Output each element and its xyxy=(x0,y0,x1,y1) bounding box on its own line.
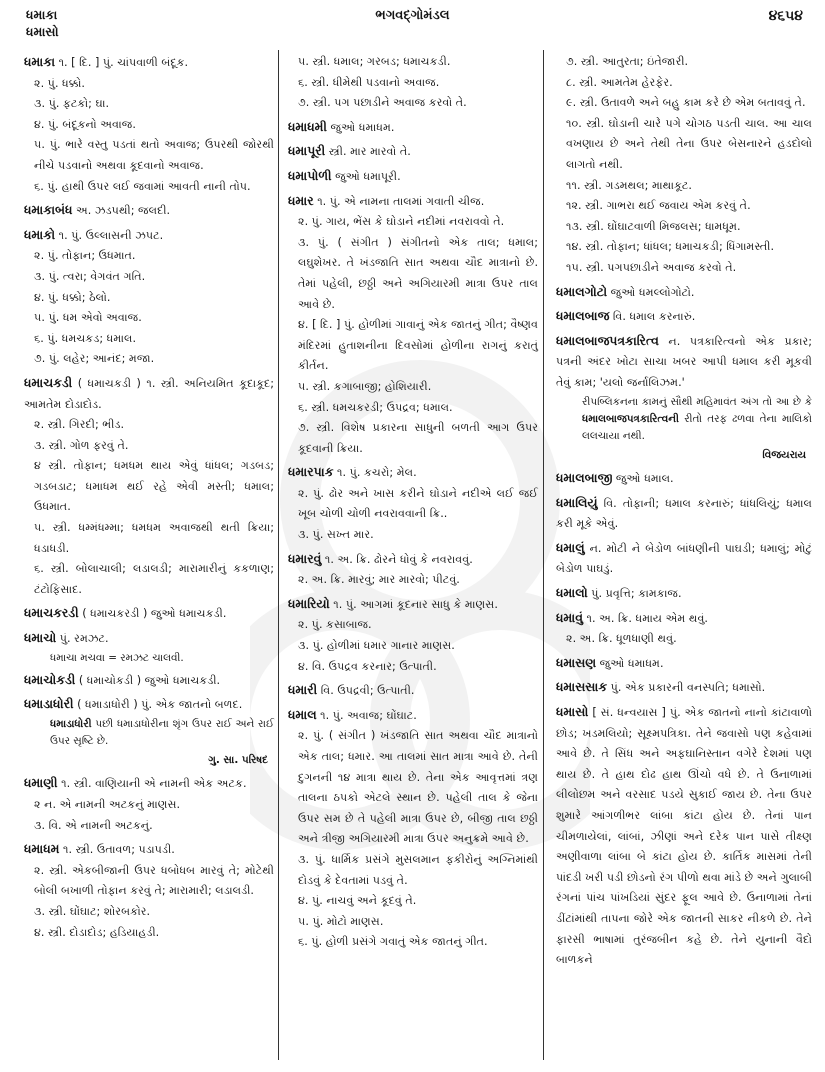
sense-text: ૪. [ દિ. ] પું. હોળીમાં ગાવાનું એક જાતનું ગીત; વૈષ્ણવ મંદિરમાં હુતાશનીના દિવસોમાં હોળીના રાગનું કરાતું કીર્તન. xyxy=(298,318,538,373)
sense-line xyxy=(556,608,812,630)
sense-text: ૨. પું. ( સંગીત ) ખંડજાતિ સાત અથવા ચૌદ માત્રાનો એક તાલ; ધમાર. આ તાલમાં સાત માત્રા આવે છે. તેની દુગનની ૧૪ માત્રા થાય છે. તેના એક આવૃત્તમાં ત્રણ તાલના ઠપકો એટલે સ્થાન છે. પહેલી તાલ કે જેના ઉપર સમ છે તે પહેલી માત્રા ઉપર છે, બીજી તાલ છઠ્ઠી અને ત્રીજી અગિયારમી માત્રા ઉપર અનુક્રમે આવે છે. xyxy=(298,729,538,846)
sense-text: ૩. પું. ત્વરા; વેગવંત ગતિ. xyxy=(34,269,146,283)
sense-line xyxy=(288,117,538,139)
sense-line xyxy=(24,559,274,600)
dictionary-entry xyxy=(288,594,538,677)
page-header xyxy=(0,0,825,48)
guide-word-last: ધમાસો xyxy=(26,24,59,39)
sense-line xyxy=(556,331,812,394)
sense-line xyxy=(288,932,538,953)
sense-text: ૨ ન. એ નામની અટકનું માણસ. xyxy=(34,798,181,811)
dictionary-entry xyxy=(288,549,538,591)
sense-text: ( ધમાચોકડી ) જુઓ ધમાચકડી. xyxy=(78,673,221,687)
sense-text: ૧૨. સ્ત્રી. ગાભરા થઈ જવાય એમ કરવું તે. xyxy=(566,199,751,213)
sense-line xyxy=(288,93,538,114)
dictionary-entry xyxy=(288,705,538,953)
dictionary-entry xyxy=(556,331,812,465)
sense-line xyxy=(24,115,274,136)
dictionary-entry xyxy=(556,677,812,699)
sense-line xyxy=(24,694,274,716)
sense-line xyxy=(288,680,538,702)
sense-line xyxy=(288,73,538,94)
sense-text: જુઓ ધમાલ. xyxy=(615,472,674,486)
sense-text: ૬. પું. હાથી ઉપર લઈ જવામાં આવતી નાની તોપ. xyxy=(34,179,251,193)
headword: ધમાસસાક xyxy=(556,679,608,695)
headword: ધમાલો xyxy=(556,585,588,601)
usage-quote xyxy=(24,716,274,750)
headword: ધમાધમી xyxy=(288,118,327,134)
sense-line xyxy=(24,373,274,415)
headword: ધમાલું xyxy=(556,539,585,555)
sense-line xyxy=(24,74,274,95)
sense-line xyxy=(288,891,538,912)
sense-text: જુઓ ધમલ્લોગોટો. xyxy=(610,285,695,299)
dictionary-entry xyxy=(556,583,812,605)
sense-line xyxy=(24,135,274,176)
sense-line xyxy=(24,200,274,222)
sense-text: પું. એક પ્રકારની વનસ્પતિ; ધમાસો. xyxy=(610,681,766,695)
sense-line xyxy=(556,258,812,279)
sense-line xyxy=(24,923,274,944)
sense-line xyxy=(288,850,538,891)
headword: ધમાચકડી xyxy=(24,374,73,390)
headword: ધમાવું xyxy=(556,609,583,625)
sense-text: ૪. પું. બંદૂકનો અવાજ. xyxy=(34,117,136,131)
sense-line xyxy=(24,603,274,625)
headword: ધમારપાક xyxy=(288,464,334,480)
headword: ધમાલ xyxy=(288,706,317,722)
sense-line xyxy=(288,615,538,636)
sense-line xyxy=(288,657,538,678)
dictionary-entry xyxy=(556,702,812,971)
sense-text: પું. રમઝટ. xyxy=(59,632,109,646)
sense-text: ૧૧. સ્ત્રી. ગડમથલ; માથાકૂટ. xyxy=(566,178,692,192)
sense-text: જુઓ ધમાધમ. xyxy=(599,656,664,670)
dictionary-entry xyxy=(24,773,274,836)
sense-text: સ્ત્રી. માર મારવો તે. xyxy=(328,145,411,159)
sense-text: ૨. અ. ક્રિ. મારવું; માર મારવો; પીટવું. xyxy=(298,573,460,587)
sense-line xyxy=(24,177,274,198)
headword: ધમારવું xyxy=(288,550,322,566)
sense-text: ૧. પું. અવાજ; ઘોંઘાટ. xyxy=(320,708,417,722)
sense-text: ૭. સ્ત્રી. આતુરતા; ઇંતેજારી. xyxy=(566,55,689,68)
sense-line xyxy=(556,629,812,650)
sense-line xyxy=(24,861,274,902)
sense-text: ૫. સ્ત્રી. ધમાલ; ગરબડ; ધમાચકડી. xyxy=(298,55,451,68)
sense-text: ૧. પું. ઉલ્લાસની ઝપટ. xyxy=(58,228,164,242)
sense-line xyxy=(24,839,274,861)
dictionary-entry xyxy=(24,200,274,222)
headword: ધમાલગોટો xyxy=(556,283,608,299)
headword: ધમાપોળી xyxy=(288,167,332,183)
sense-line xyxy=(24,415,274,436)
headword: ધમાણી xyxy=(24,775,58,791)
sense-line xyxy=(556,217,812,238)
headword: ધમાર xyxy=(288,192,314,208)
sense-line xyxy=(288,377,538,398)
sense-line xyxy=(288,52,538,73)
sense-line xyxy=(288,166,538,188)
sense-line xyxy=(24,94,274,115)
headword: ધમાડાધોરી xyxy=(24,696,74,712)
sense-text: ૧૦. સ્ત્રી. ઘોડાની ચારે પગે ચોગઠ પડતી ચાલ. આ ચાલ વખણાય છે અને તેથી તેના ઉપર બેસનારને હડદોલો લાગતો નથી. xyxy=(566,116,812,171)
sense-text: [ સં. ધન્વયાસ ] પું. એક જાતનો નાનો કાંટાવાળો છોડ; ખડમલિયો; સૂક્ષ્મપત્રિકા. તેને જવાસો પણ કહેવામાં આવે છે. તે સિંધ અને અફઘાનિસ્તાન વગેરે દેશમાં પણ થાય છે. તે હાથ દોઢ હાથ ઊંચો વધે છે. તે ઉનાળામાં લીલોછમ અને વરસાદ પડયે સુકાઈ જાય છે. તેના ઉપર શુમારે આંગળીભર લાંબા કાંટા હોય છે. તેનાં પાન ચીમળાયેલાં, લાંબાં, ઝીણાં અને દરેક પાન પાસે તીક્ષ્ણ અણીવાળા લાંબા બે કાંટા હોય છે. કાર્તિક માસમાં તેની પાંદડી ખરી પડી છોડનો રંગ પીળો થવા માંડે છે અને ગુલાબી રંગનાં પાંચ પાંખડિયાં સુંદર ફૂલ આવે છે. ઉનાળામાં તેનાં ડીંટાંમાંથી તાપના જોરે એક જાતની સાકર નીકળે છે. તેને ફારસી ભાષામાં તુરંજબીન કહે છે. તેને યુનાની વૈદો બાળકને xyxy=(556,706,813,967)
sense-text: ( ધમાચકડી ) ૧. સ્ત્રી. અનિયમિત કૂદાકૂદ; આમતેમ દોડાદોડ. xyxy=(24,376,274,411)
dictionary-entry xyxy=(288,462,538,545)
sense-line xyxy=(24,308,274,329)
sense-text: ૧૪. સ્ત્રી. તોફાન; ધાંધલ; ધમાચકડી; ધિંગામસ્તી. xyxy=(566,240,775,254)
headword: ધમાપૂરી xyxy=(288,143,326,159)
headword: ધમારિયો xyxy=(288,595,330,611)
sense-line xyxy=(556,176,812,197)
guide-word-first: ધમાકા xyxy=(26,7,58,22)
sense-line xyxy=(24,329,274,350)
sense-line xyxy=(24,795,274,816)
headword: ધમાલબાજી xyxy=(556,470,613,486)
sense-text: ( ધમાચકરડી ) જુઓ ધમાચકડી. xyxy=(82,607,227,621)
sense-text: ૭. સ્ત્રી. પગ પછાડીને અવાજ કરવો તે. xyxy=(298,96,467,110)
sense-line xyxy=(288,484,538,525)
sense-text: ૧. પું. એ નામના તાલમાં ગવાતી ચીજ. xyxy=(317,194,485,208)
headword: ધમાકા xyxy=(24,54,56,69)
sense-line xyxy=(556,196,812,217)
sense-text: ૧. [ દિ. ] પું. ચાંપવાળી બંદૂક. xyxy=(58,56,189,69)
sense-text: વિ. ધમાલ કરનારું. xyxy=(612,310,696,324)
dictionary-title: ભગવદ્ગોમંડલ xyxy=(375,8,450,23)
sense-text: ૯. સ્ત્રી. ઉતાવળે અને બહુ કામ કરે છે એમ બતાવવું તે. xyxy=(566,96,806,110)
quote-source: વિજયરાય xyxy=(762,448,806,461)
sense-text: ૨. પું. ગાય, ભેંસ કે ઘોડાને નદીમાં નવરાવવો તે. xyxy=(298,215,505,229)
dictionary-entry xyxy=(288,191,538,460)
dictionary-entry xyxy=(288,680,538,702)
sense-text: ૬. સ્ત્રી. બોલાચાલી; લડાલડી; મારામારીનું કકળાણ; ટંટોફિસાદ. xyxy=(34,562,274,596)
sense-text: ૭. પું. લહેર; આનંદ; મજા. xyxy=(34,352,155,366)
sense-line xyxy=(288,726,538,850)
sense-text: ૩. વિ. એ નામની અટકનું. xyxy=(34,818,153,832)
sense-text: ૧. પું. આગમાં કૂદનાર સાધુ કે માણસ. xyxy=(333,597,498,611)
sense-text: ન. મોટી ને બેડોળ બાંધણીની પાઘડી; ધમાલું; મોટું બેડોળ પાઘડું. xyxy=(556,541,812,576)
sense-line xyxy=(556,237,812,258)
page-number: ૪૬૫૪ xyxy=(768,8,803,24)
column-divider xyxy=(543,50,544,1060)
sense-line xyxy=(288,462,538,484)
dictionary-entry xyxy=(556,282,812,304)
quote-headword: ધમાલબાજપત્રકારિત્વની xyxy=(582,412,679,425)
dictionary-entry xyxy=(556,52,812,279)
sense-line xyxy=(24,773,274,795)
sense-line xyxy=(556,468,812,490)
dictionary-entry xyxy=(288,141,538,163)
sense-text: ૩. સ્ત્રી. ગોળ ફરવું તે. xyxy=(34,438,129,452)
sense-line xyxy=(556,52,812,73)
dictionary-entry xyxy=(24,225,274,370)
usage-quote xyxy=(556,394,812,445)
sense-text: ૨. અ. ક્રિ. ધૂળધાણી થવું. xyxy=(566,632,677,646)
headword: ધમાકાબંધ xyxy=(24,202,73,218)
quote-text: રીતો તરફ ઢળવા તેના માલિકો લલચાયા નથી. xyxy=(582,412,813,442)
sense-line xyxy=(24,288,274,309)
sense-text: ૨. પું. તોફાન; ઉધમાત. xyxy=(34,249,136,263)
sense-text: ૨. સ્ત્રી. એકબીજાની ઉપર ધબોધબ મારવું તે; મોટેથી બોલી બખાળી તોફાન કરવું તે; મારામારી; લડાલડી. xyxy=(34,863,274,898)
sense-text: ૪. વિ. ઉપદ્રવ કરનાર; ઉત્પાતી. xyxy=(298,659,437,673)
headword: ધમાસણ xyxy=(556,654,597,670)
sense-line xyxy=(288,525,538,546)
dictionary-entry xyxy=(288,117,538,139)
dictionary-entry xyxy=(24,670,274,692)
sense-line xyxy=(556,677,812,699)
sense-text: ૩. પું. હોળીમાં ધમાર ગાનાર માણસ. xyxy=(298,639,455,653)
dictionary-entry xyxy=(24,694,274,770)
sense-text: ૧૩. સ્ત્રી. ઘોંઘાટવાળી મિજલસ; ધામધૂમ. xyxy=(566,219,741,233)
sense-line xyxy=(288,191,538,213)
sense-line xyxy=(556,93,812,114)
sense-text: વિ. ઉપદ્રવી; ઉત્પાતી. xyxy=(320,684,415,698)
sense-line xyxy=(24,902,274,923)
sense-line xyxy=(288,912,538,933)
sense-text: અ. ઝડપથી; જલદી. xyxy=(75,204,171,218)
sense-line xyxy=(288,141,538,163)
sense-line xyxy=(288,570,538,591)
sense-line xyxy=(24,225,274,247)
headword: ધમાચો xyxy=(24,630,57,646)
dictionary-entry xyxy=(288,52,538,114)
sense-line xyxy=(24,628,274,650)
headword: ધમાલબાજ xyxy=(556,308,610,324)
sense-text: ૨. સ્ત્રી. ગિરદી; ભીડ. xyxy=(34,418,125,432)
sense-text: ૧૫. સ્ત્રી. પગપછાડીને અવાજ કરવો તે. xyxy=(566,260,737,274)
sense-line xyxy=(24,518,274,559)
sense-line xyxy=(24,267,274,288)
dictionary-entry xyxy=(24,839,274,943)
sense-line xyxy=(556,306,812,328)
sense-line xyxy=(556,73,812,94)
sense-line xyxy=(288,636,538,657)
sense-text: ૭. સ્ત્રી. વિશેષ પ્રકારના સાધુની બળતી આગ ઉપર કૂદવાની ક્રિયા. xyxy=(298,421,538,455)
sense-text: ૩. પું. ( સંગીત ) સંગીતનો એક તાલ; ધમાલ; લઘુશેખર. તે ખંડજાતિ સાત અથવા ચૌદ માત્રાનો છે. તેમાં પહેલી, છઠ્ઠી અને અગિયારમી માત્રા ઉપર તાલ આવે છે. xyxy=(298,235,538,311)
headword: ધમાચકરડી xyxy=(24,605,79,621)
sense-line xyxy=(288,705,538,727)
sense-text: ૩. પું. સખ્ત માર. xyxy=(298,528,374,542)
dictionary-entry xyxy=(288,166,538,188)
dictionary-entry xyxy=(556,493,812,535)
sense-line xyxy=(24,456,274,518)
sense-text: ૩. સ્ત્રી. ઘોંઘાટ; શોરબકોર. xyxy=(34,904,151,918)
sense-text: ૨. પું. કસાબાજ. xyxy=(298,618,372,632)
sense-text: ૬. પું. ધમચકડ; ધમાલ. xyxy=(34,331,137,345)
sense-line xyxy=(24,436,274,457)
sense-text: ( ધમાડાધોરી ) પું. એક જાતનો બળદ. xyxy=(77,698,243,712)
sense-text: ૬. સ્ત્રી. ધમચકરડી; ઉપદ્રવ; ધમાલ. xyxy=(298,400,453,414)
sense-line xyxy=(556,653,812,675)
dictionary-entry xyxy=(556,306,812,328)
quote-headword: ધમાડાધોરી xyxy=(50,717,92,730)
sense-text: ન. પત્રકારિત્વનો એક પ્રકાર; પત્રની અંદર ખોટા સાચા ખબર આપી ધમાલ કરી મૂકવી તેવું કામ; 'યલો જર્નાલિઝમ.' xyxy=(556,334,812,389)
sense-line xyxy=(556,583,812,605)
sense-text: ૫. પું. ધમ એવો અવાજ. xyxy=(34,311,142,325)
sense-text: જુઓ ધમાધમ. xyxy=(330,120,395,134)
column-divider xyxy=(278,50,279,1060)
sense-line xyxy=(556,538,812,580)
sense-line xyxy=(556,493,812,535)
quote-text: રીપબ્લિકનના કામનું સૌથી મહિમાવંત અંગ તો આ છે કે xyxy=(582,395,812,408)
sense-text: ૫. પું. ભારે વસ્તુ પડતાં થતો અવાજ; ઉપરથી જોરથી નીચે પડવાનો અથવા કૂદવાનો અવાજ. xyxy=(34,138,274,172)
sense-line xyxy=(288,594,538,616)
sense-line xyxy=(556,114,812,176)
headword: ધમારી xyxy=(288,682,318,698)
sense-text: ૬. સ્ત્રી. ધીમેથી પડવાનો અવાજ. xyxy=(298,75,440,89)
sense-text: ૪. પું. ધક્કો; ઠેલો. xyxy=(34,290,111,304)
headword: ધમાલિયું xyxy=(556,494,598,510)
sense-line xyxy=(288,398,538,419)
sense-line xyxy=(24,246,274,267)
usage-quote xyxy=(24,650,274,667)
headword: ધમાકો xyxy=(24,226,56,242)
sense-text: ૪ સ્ત્રી. તોફાન; ધમધમ થાય એવું ધાંધલ; ગડબડ; ગડબડાટ; ધમાધમ થઈ રહે એવી મસ્તી; ધમાલ; ઉધમાત. xyxy=(34,459,274,514)
sense-text: ૬. પું. હોળી પ્રસંગે ગવાતું એક જાતનું ગીત. xyxy=(298,935,488,949)
sense-line xyxy=(24,349,274,370)
sense-text: ૫. સ્ત્રી. કગાબાજી; હોશિયારી. xyxy=(298,379,432,393)
sense-text: ૫. પું. મોટો માણસ. xyxy=(298,914,384,928)
sense-text: ૪. સ્ત્રી. દોડાદોડ; હડિયાહડી. xyxy=(34,925,160,939)
sense-line xyxy=(288,549,538,571)
dictionary-entry xyxy=(556,608,812,650)
headword: ધમાલબાજપત્રકારિત્વ xyxy=(556,332,659,348)
sense-line xyxy=(24,670,274,692)
dictionary-entry xyxy=(24,603,274,625)
dictionary-entry xyxy=(556,653,812,675)
sense-line xyxy=(288,212,538,233)
column-1 xyxy=(24,52,274,946)
dictionary-entry xyxy=(24,373,274,601)
sense-text: ૮. સ્ત્રી. આમતેમ હેરફેર. xyxy=(566,75,673,89)
sense-text: ૨. પું. ઢોર અને ખાસ કરીને ઘોડાને નદીએ લઈ જઈ ખૂબ ચોળી ચોળી નવરાવવાની ક્રિ.. xyxy=(298,486,538,521)
sense-text: ૧. પું. કચરો; મેલ. xyxy=(337,466,417,480)
sense-line xyxy=(556,702,812,971)
sense-text: ૩. પું. ધાર્મિક પ્રસંગે મુસલમાન ફકીરોનું અગ્નિમાંથી દોડવું કે દેવતામાં પડવું તે. xyxy=(298,852,538,887)
sense-text: ૧. સ્ત્રી. ઉતાવળ; પડાપડી. xyxy=(62,843,175,857)
column-2 xyxy=(288,52,538,956)
sense-text: જુઓ ધમાપૂરી. xyxy=(335,169,401,183)
quote-text: ધમાચા મચવા = રમઝટ ચાલવી. xyxy=(50,651,184,664)
sense-text: ૧. સ્ત્રી. વાણિયાની એ નામની એક અટક. xyxy=(61,777,247,791)
sense-text: ૪. પું. નાચવું અને કૂદવું તે. xyxy=(298,894,417,908)
headword: ધમાસો xyxy=(556,704,589,720)
sense-text: પું. પ્રવૃત્તિ; કામકાજ. xyxy=(591,587,682,601)
sense-text: ૧. અ. ક્રિ. ધમાય એમ થવું. xyxy=(586,611,708,625)
column-3 xyxy=(556,52,812,974)
dictionary-entry xyxy=(556,538,812,580)
dictionary-entry xyxy=(556,468,812,490)
quote-text: પછી ધમાડાધોરીના શૃંગ ઉપર રાઈ અને રાઈ ઉપર સૃષ્ટિ છે. xyxy=(50,717,274,747)
sense-line xyxy=(288,233,538,315)
sense-text: ૩. પું. ફટકો; ઘા. xyxy=(34,97,110,111)
sense-line xyxy=(556,282,812,304)
dictionary-entry xyxy=(24,628,274,667)
dictionary-entry xyxy=(24,52,274,197)
sense-text: ૧. અ. ક્રિ. ઢોરને ધોવું કે નવરાવવું. xyxy=(324,552,473,566)
headword: ધમાધમ xyxy=(24,841,60,857)
sense-text: વિ. તોફાની; ધમાલ કરનારું; ધાંધલિયું; ધમાલ કરી મૂકે એવું. xyxy=(556,496,812,531)
headword: ધમાચોકડી xyxy=(24,671,76,687)
sense-text: ૨. પું. ધક્કો. xyxy=(34,76,85,90)
sense-line xyxy=(288,418,538,459)
sense-line xyxy=(288,315,538,377)
sense-line xyxy=(24,52,274,74)
quote-source: ગુ. સા. પરિષદ xyxy=(208,753,268,766)
sense-line xyxy=(24,816,274,837)
sense-text: ૫. સ્ત્રી. ધમ્મંધમ્મા; ધમધમ અવાજથી થતી ક્રિયા; ધડાધડી. xyxy=(34,521,274,555)
